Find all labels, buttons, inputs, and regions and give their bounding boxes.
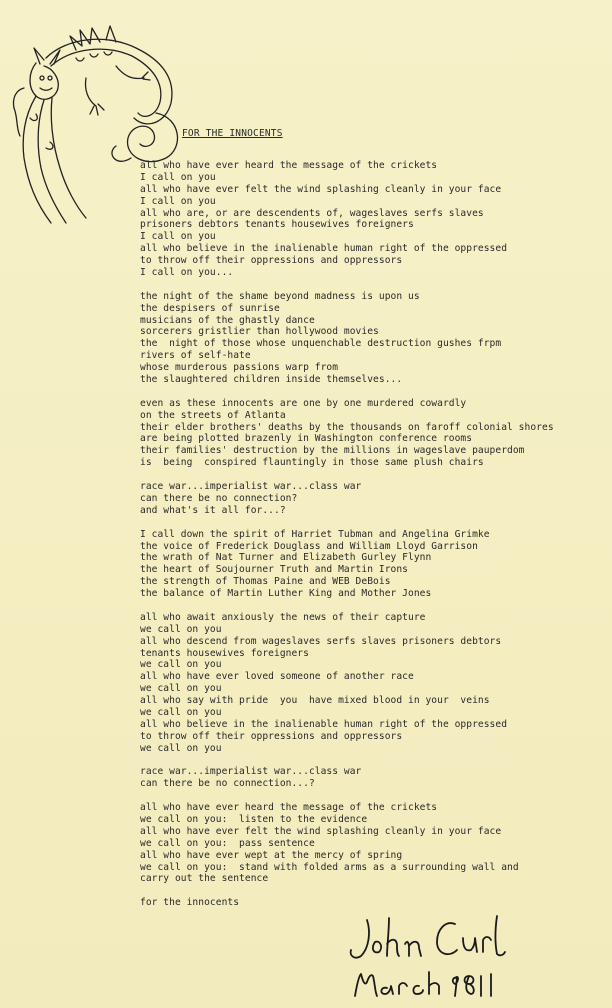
stanza	[140, 398, 600, 469]
poem-line: we call on you	[140, 683, 222, 695]
poem-line: all who believe in the inalienable human right of the oppressed	[140, 243, 508, 255]
poem-line: their elder brothers' deaths by the thousands on faroff colonial shores	[140, 421, 554, 433]
poem-line: we call on you: listen to the evidence	[140, 813, 368, 825]
poem-line: to throw off their oppressions and oppressors	[140, 255, 403, 267]
poem-line: is being conspired flauntingly in those same plush chairs	[140, 457, 484, 469]
poem-line: rivers of self-hate	[140, 350, 251, 362]
poem-line: we call on you	[140, 659, 222, 671]
poem-line: all who have ever heard the message of the crickets	[140, 160, 438, 171]
poem-line: prisoners debtors tenants housewives foreigners	[140, 219, 414, 231]
poem-line: we call on you	[140, 742, 222, 754]
poem-line: their families' destruction by the millions in wageslave pauperdom	[140, 445, 525, 457]
poem-line: the wrath of Nat Turner and Elizabeth Gurley Flynn	[140, 552, 432, 564]
poem-title: FOR THE INNOCENTS	[182, 128, 283, 139]
poem-line: and what's it all for...?	[140, 504, 286, 516]
poem-line: race war...imperialist war...class war	[140, 766, 362, 778]
poem-line: carry out the sentence	[140, 873, 269, 885]
stanza	[140, 291, 600, 386]
poem-line: all who have ever felt the wind splashing cleanly in your face	[140, 825, 502, 837]
poem-line: all who are, or are descendents of, wageslaves serfs slaves	[140, 207, 484, 219]
poem-line: the balance of Martin Luther King and Mother Jones	[140, 588, 432, 600]
poem-line: all who have ever loved someone of another race	[140, 671, 414, 683]
poem-line: all who say with pride you have mixed blood in your veins	[140, 695, 490, 707]
poem-line: the slaughtered children inside themselves...	[140, 374, 403, 386]
poem-line: sorcerers gristlier than hollywood movies	[140, 326, 379, 338]
poem-line: the heart of Soujourner Truth and Martin Irons	[140, 564, 408, 576]
poem-line: for the innocents	[140, 897, 240, 909]
stanza	[140, 766, 600, 790]
poem-line: all who have ever heard the message of the crickets	[140, 802, 438, 814]
poem-line: all who descend from wageslaves serfs slaves prisoners debtors	[140, 635, 502, 647]
poem-line: the despisers of sunrise	[140, 302, 280, 314]
poem-line: I call on you...	[140, 267, 234, 279]
handwritten-signature	[345, 912, 515, 1002]
poem-line: all who have ever wept at the mercy of spring	[140, 849, 403, 861]
poem-line: the strength of Thomas Paine and WEB DeBois	[140, 576, 391, 588]
stanza	[140, 160, 600, 279]
poem-line: even as these innocents are one by one murdered cowardly	[140, 397, 467, 409]
poem-line: I call on you	[140, 231, 216, 243]
poem-line: on the streets of Atlanta	[140, 409, 286, 421]
poem-line: all who believe in the inalienable human right of the oppressed	[140, 718, 508, 730]
poem-line: can there be no connection?	[140, 492, 298, 504]
poem-line: I call on you	[140, 195, 216, 207]
poem-line: whose murderous passions warp from	[140, 362, 339, 374]
poem-line: race war...imperialist war...class war	[140, 481, 362, 493]
poem-line: the night of those whose unquenchable destruction gushes frpm	[140, 338, 502, 350]
poem-line: all who have ever felt the wind splashing cleanly in your face	[140, 183, 502, 195]
stanza	[140, 481, 600, 517]
poem-line: can there be no connection...?	[140, 778, 315, 790]
poem-line: musicians of the ghastly dance	[140, 314, 315, 326]
poem-line: I call down the spirit of Harriet Tubman and Angelina Grimke	[140, 528, 490, 540]
poem-line: to throw off their oppressions and oppressors	[140, 730, 403, 742]
stanza	[140, 529, 600, 600]
poem-line: we call on you: pass sentence	[140, 837, 315, 849]
poem-line: the voice of Frederick Douglass and William Lloyd Garrison	[140, 540, 478, 552]
stanza	[140, 612, 600, 755]
poem-line: we call on you	[140, 623, 222, 635]
poem-line: we call on you: stand with folded arms as a surrounding wall and	[140, 861, 519, 873]
poem-body	[140, 160, 600, 909]
stanza	[140, 802, 600, 885]
poem-line: are being plotted brazenly in Washington conference rooms	[140, 433, 473, 445]
poem-line: tenants housewives foreigners	[140, 647, 309, 659]
stanza	[140, 897, 600, 909]
poem-line: I call on you	[140, 171, 216, 183]
poem-line: all who await anxiously the news of their capture	[140, 611, 426, 623]
poem-line: the night of the shame beyond madness is upon us	[140, 290, 420, 302]
poem-line: we call on you	[140, 706, 222, 718]
